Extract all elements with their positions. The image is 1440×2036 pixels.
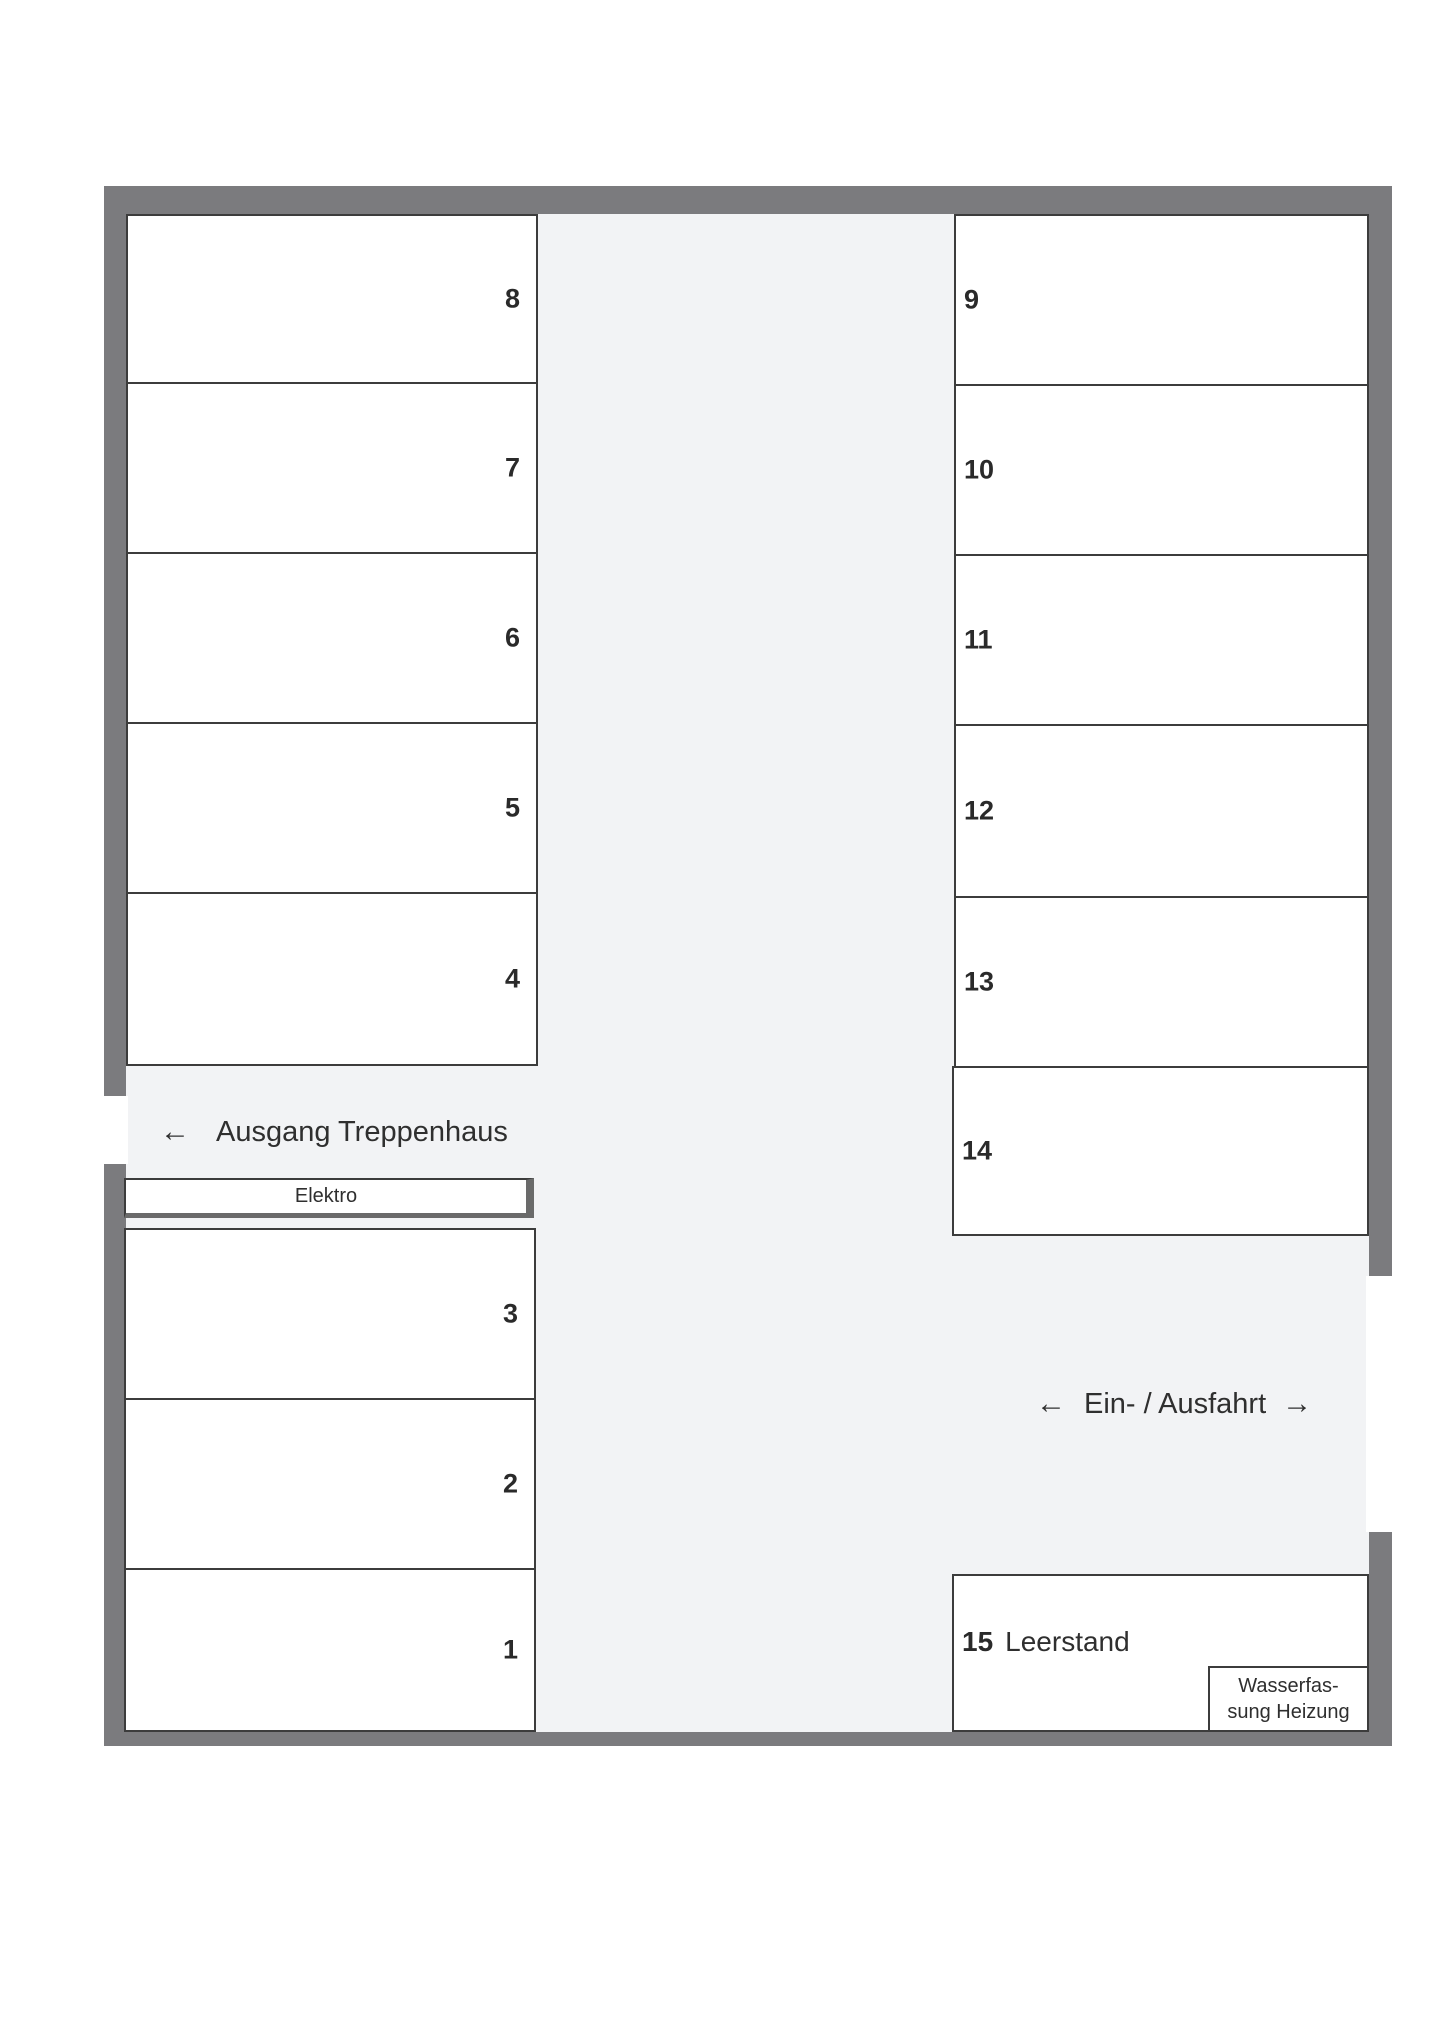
slot-number: 7 [504, 452, 520, 483]
slot-number: 5 [504, 792, 520, 823]
slot-number: 14 [962, 1135, 993, 1166]
parking-slot-8 [126, 214, 538, 384]
driveway-opening [1366, 1276, 1396, 1532]
parking-slot-13 [954, 896, 1369, 1068]
electrical-room [124, 1178, 534, 1218]
parking-slot-5 [126, 722, 538, 894]
slot-number: 15 [962, 1626, 994, 1657]
slot-15-label: Leerstand [1005, 1626, 1130, 1657]
arrow-left-icon: ← [1036, 1387, 1066, 1420]
parking-slot-9 [954, 214, 1369, 386]
slot-number: 8 [504, 283, 520, 314]
stairs-exit-opening [100, 1096, 128, 1164]
driveway-label: Ein- / Ausfahrt [1084, 1387, 1267, 1420]
slot-number: 12 [964, 795, 995, 826]
parking-slot-10 [954, 384, 1369, 556]
parking-slot-11 [954, 554, 1369, 726]
parking-slot-1 [124, 1568, 536, 1732]
slot-number: 1 [502, 1634, 518, 1665]
parking-slot-14 [952, 1066, 1369, 1236]
electrical-room-label: Elektro [294, 1185, 358, 1207]
water-heating-label-line1: Wasserfas- [1238, 1675, 1339, 1697]
parking-slot-2 [124, 1398, 536, 1570]
slot-number: 10 [964, 454, 995, 485]
parking-slot-6 [126, 552, 538, 724]
parking-slot-7 [126, 382, 538, 554]
slot-number: 4 [504, 963, 520, 994]
arrow-left-icon: ← [160, 1115, 190, 1148]
slot-number: 13 [964, 966, 995, 997]
water-heating-label-line2: sung Heizung [1227, 1701, 1350, 1723]
parking-slot-3 [124, 1228, 536, 1400]
stairs-exit-sign [160, 1110, 508, 1154]
slot-number: 2 [502, 1468, 518, 1499]
slot-number: 6 [504, 622, 520, 653]
stairs-exit-label: Ausgang Treppenhaus [216, 1115, 508, 1148]
parking-slot-12 [954, 724, 1369, 898]
arrow-right-icon: → [1282, 1387, 1313, 1420]
slot-number: 3 [502, 1298, 518, 1329]
parking-slot-4 [126, 892, 538, 1066]
slot-number: 11 [964, 624, 993, 655]
driveway-sign [1036, 1382, 1312, 1426]
slot-number: 9 [964, 284, 980, 315]
water-heating-room [1208, 1666, 1369, 1732]
slot-15-caption [962, 1626, 1130, 1658]
